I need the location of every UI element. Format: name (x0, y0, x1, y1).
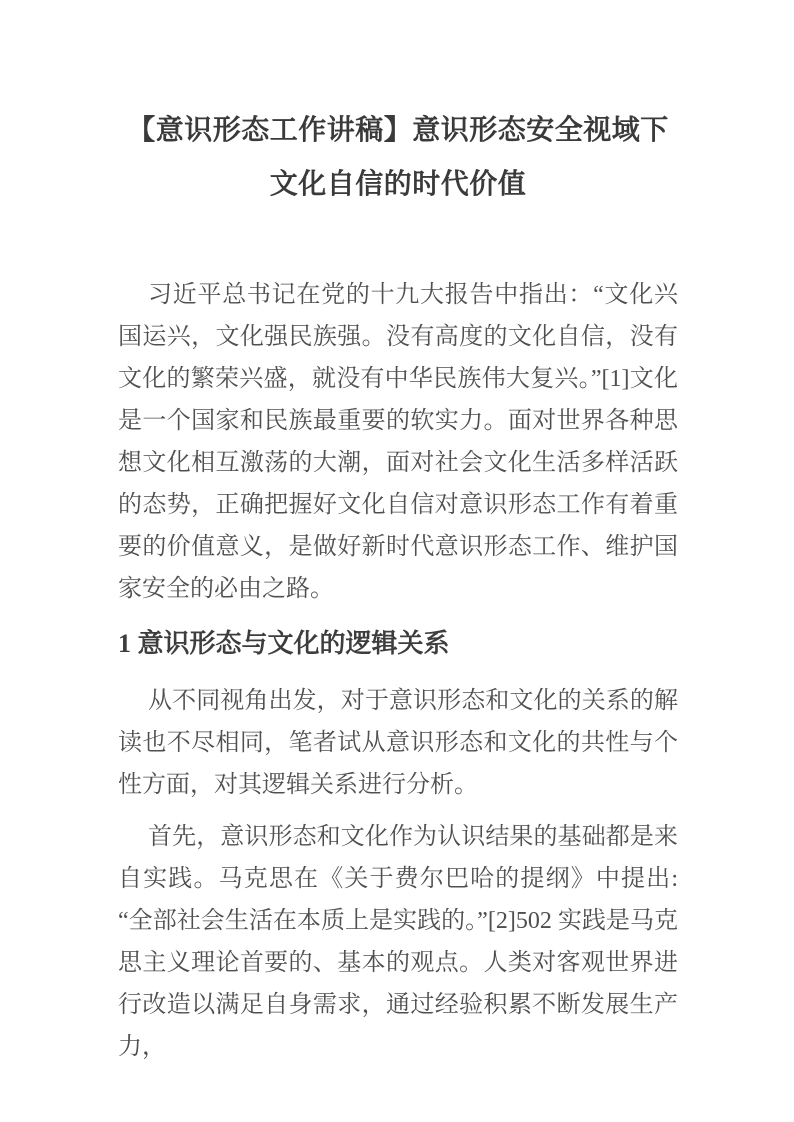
body-paragraph-1: 从不同视角出发，对于意识形态和文化的关系的解读也不尽相同，笔者试从意识形态和文化的共性与个性方面，对其逻辑关系进行分析。 (118, 688, 678, 798)
body-paragraph-2: 首先，意识形态和文化作为认识结果的基础都是来自实践。马克思在《关于费尔巴哈的提纲》中提出:“全部社会生活在本质上是实践的。”[2]502 实践是马克思主义理论首要的、基本的观点。人类对客观世界进行改造以满足自身需求，通过经验积累不断发展生产力， (118, 824, 678, 1060)
intro-paragraph: 习近平总书记在党的十九大报告中指出：“文化兴国运兴，文化强民族强。没有高度的文化自信，没有文化的繁荣兴盛，就没有中华民族伟大复兴。”[1]文化是一个国家和民族最重要的软实力。面对世界各种思想文化相互激荡的大潮，面对社会文化生活多样活跃的态势，正确把握好文化自信对意识形态工作有着重要的价值意义，是做好新时代意识形态工作、维护国家安全的必由之路。 (118, 282, 678, 602)
document-title: 【意识形态工作讲稿】意识形态安全视域下文化自信的时代价值 (127, 114, 669, 199)
section-heading: 1 意识形态与文化的逻辑关系 (118, 629, 450, 658)
